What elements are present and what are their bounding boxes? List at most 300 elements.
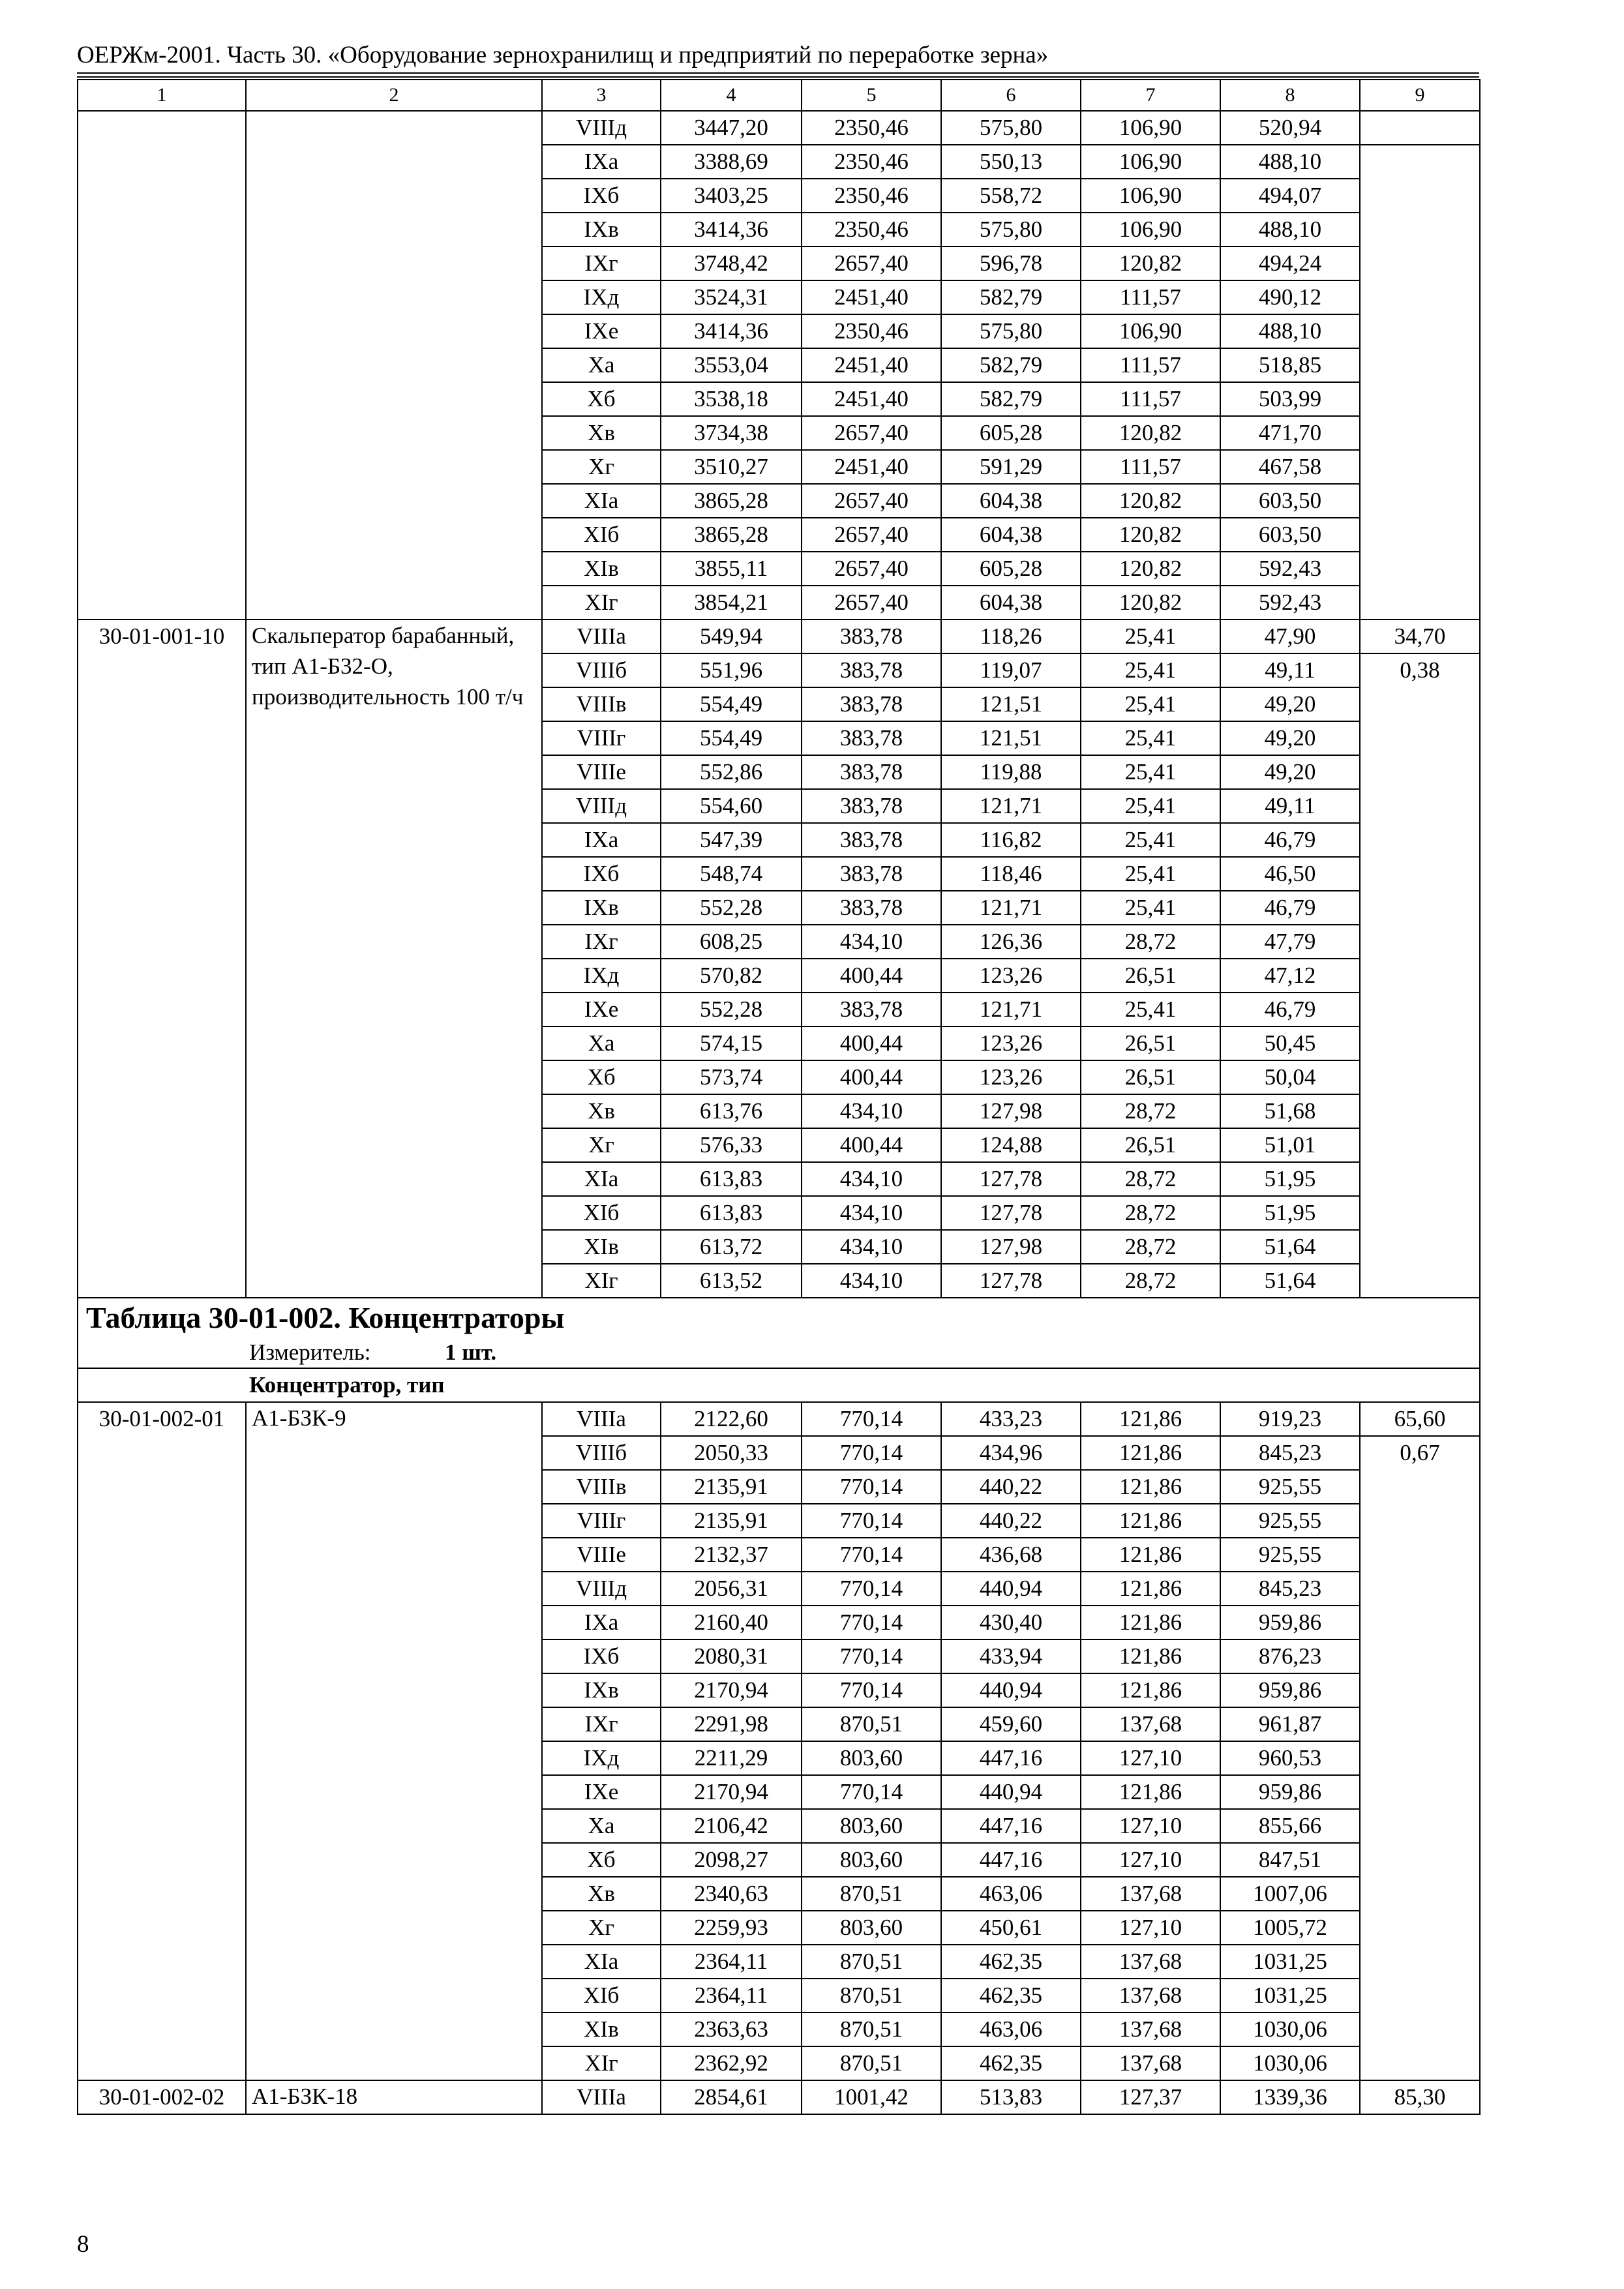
cost-cell: 603,50: [1220, 518, 1360, 552]
cost-cell: 960,53: [1220, 1741, 1360, 1775]
cost-cell: 383,78: [802, 755, 941, 789]
cost-cell: 49,11: [1220, 789, 1360, 823]
table-row: [78, 620, 1480, 653]
cost-cell: 576,33: [661, 1128, 802, 1162]
cost-cell: 2451,40: [802, 280, 941, 314]
cost-cell: 137,68: [1081, 2012, 1220, 2046]
cost-cell: 3403,25: [661, 179, 802, 213]
cost-cell: 2451,40: [802, 450, 941, 484]
zone-cell: IXе: [542, 1775, 661, 1809]
cost-cell: 870,51: [802, 1979, 941, 2012]
zone-cell: VIIIв: [542, 687, 661, 721]
cost-cell: 119,07: [941, 653, 1081, 687]
cost-cell: 106,90: [1081, 111, 1220, 145]
cost-cell: 605,28: [941, 552, 1081, 586]
cost-cell: 127,10: [1081, 1911, 1220, 1945]
zone-cell: IXг: [542, 1707, 661, 1741]
cost-cell: 494,07: [1220, 179, 1360, 213]
cost-cell: 554,49: [661, 687, 802, 721]
cost-cell: 2050,33: [661, 1436, 802, 1470]
cost-cell: 383,78: [802, 789, 941, 823]
cost-cell: 845,23: [1220, 1436, 1360, 1470]
cost-cell: 3388,69: [661, 145, 802, 179]
cost-cell: 25,41: [1081, 993, 1220, 1026]
page-number: 8: [77, 2231, 89, 2258]
zone-cell: VIIIг: [542, 721, 661, 755]
cost-cell: 591,29: [941, 450, 1081, 484]
cost-cell: 120,82: [1081, 586, 1220, 620]
cost-cell: 518,85: [1220, 348, 1360, 382]
cost-cell: 137,68: [1081, 1877, 1220, 1911]
cost-cell: 604,38: [941, 518, 1081, 552]
cost-cell: 46,79: [1220, 891, 1360, 925]
cost-cell: 847,51: [1220, 1843, 1360, 1877]
column-number: 8: [1220, 80, 1360, 111]
type-cell: [78, 1368, 1480, 1402]
cost-cell: 121,71: [941, 993, 1081, 1026]
zone-cell: IXа: [542, 1606, 661, 1639]
cost-cell: 120,82: [1081, 484, 1220, 518]
cost-cell: 592,43: [1220, 586, 1360, 620]
zone-cell: IXб: [542, 857, 661, 891]
cost-cell: 573,74: [661, 1060, 802, 1094]
cost-cell: 605,28: [941, 416, 1081, 450]
cost-cell: 121,86: [1081, 1673, 1220, 1707]
cost-cell: 383,78: [802, 620, 941, 653]
cost-cell: 2657,40: [802, 416, 941, 450]
cost-cell: 2350,46: [802, 314, 941, 348]
cost-cell: 118,26: [941, 620, 1081, 653]
zone-cell: Xб: [542, 382, 661, 416]
cost-cell: 121,86: [1081, 1504, 1220, 1538]
cost-cell: 51,95: [1220, 1196, 1360, 1230]
cost-cell: 1339,36: [1220, 2080, 1360, 2114]
table-row: [78, 1402, 1480, 1436]
labor-cell: [1360, 145, 1480, 620]
cost-cell: 770,14: [802, 1538, 941, 1572]
zone-cell: Xб: [542, 1843, 661, 1877]
cost-cell: 513,83: [941, 2080, 1081, 2114]
cost-cell: 471,70: [1220, 416, 1360, 450]
measure-row: [78, 1338, 1480, 1368]
cost-cell: 47,12: [1220, 959, 1360, 993]
column-number-row: [78, 80, 1480, 111]
cost-cell: 121,71: [941, 891, 1081, 925]
labor-cell: 0,38: [1360, 653, 1480, 1298]
cost-cell: 2350,46: [802, 213, 941, 247]
cost-cell: 121,71: [941, 789, 1081, 823]
equipment-description: [246, 111, 542, 620]
cost-cell: 434,10: [802, 1230, 941, 1264]
cost-cell: 575,80: [941, 111, 1081, 145]
cost-cell: 803,60: [802, 1843, 941, 1877]
cost-cell: 3538,18: [661, 382, 802, 416]
cost-cell: 127,98: [941, 1230, 1081, 1264]
cost-cell: 2135,91: [661, 1470, 802, 1504]
cost-cell: 2854,61: [661, 2080, 802, 2114]
zone-cell: XIв: [542, 552, 661, 586]
zone-cell: Xв: [542, 1877, 661, 1911]
cost-cell: 106,90: [1081, 314, 1220, 348]
rate-code: [78, 111, 246, 620]
cost-cell: 434,10: [802, 1196, 941, 1230]
zone-cell: Xг: [542, 1911, 661, 1945]
cost-cell: 855,66: [1220, 1809, 1360, 1843]
cost-cell: 613,83: [661, 1196, 802, 1230]
cost-cell: 383,78: [802, 721, 941, 755]
cost-cell: 28,72: [1081, 1264, 1220, 1298]
cost-cell: 2160,40: [661, 1606, 802, 1639]
zone-cell: IXб: [542, 1639, 661, 1673]
cost-cell: 123,26: [941, 959, 1081, 993]
cost-cell: 558,72: [941, 179, 1081, 213]
cost-cell: 1030,06: [1220, 2046, 1360, 2080]
zone-cell: IXг: [542, 247, 661, 280]
cost-cell: 959,86: [1220, 1673, 1360, 1707]
zone-cell: XIв: [542, 2012, 661, 2046]
labor-cell: 0,67: [1360, 1436, 1480, 2080]
zone-cell: VIIIв: [542, 1470, 661, 1504]
cost-cell: 121,51: [941, 687, 1081, 721]
zone-cell: VIIIа: [542, 620, 661, 653]
cost-cell: 25,41: [1081, 789, 1220, 823]
cost-cell: 3748,42: [661, 247, 802, 280]
cost-cell: 3865,28: [661, 484, 802, 518]
cost-cell: 433,94: [941, 1639, 1081, 1673]
cost-cell: 582,79: [941, 348, 1081, 382]
cost-cell: 770,14: [802, 1673, 941, 1707]
cost-cell: 549,94: [661, 620, 802, 653]
equipment-description: Скальператор барабанный, тип А1-Б32-О, производительность 100 т/ч: [246, 620, 542, 1298]
cost-cell: 51,01: [1220, 1128, 1360, 1162]
cost-cell: 51,64: [1220, 1230, 1360, 1264]
cost-cell: 3414,36: [661, 213, 802, 247]
cost-cell: 575,80: [941, 314, 1081, 348]
cost-cell: 467,58: [1220, 450, 1360, 484]
cost-cell: 2259,93: [661, 1911, 802, 1945]
cost-cell: 770,14: [802, 1572, 941, 1606]
zone-cell: XIг: [542, 2046, 661, 2080]
page-header: ОЕРЖм-2001. Часть 30. «Оборудование зернохранилищ и предприятий по переработке зерна»: [77, 42, 1049, 68]
cost-cell: 463,06: [941, 2012, 1081, 2046]
zone-cell: IXа: [542, 145, 661, 179]
zone-cell: XIв: [542, 1230, 661, 1264]
cost-cell: 25,41: [1081, 857, 1220, 891]
rate-code: 30-01-002-02: [78, 2080, 246, 2114]
cost-cell: 28,72: [1081, 1162, 1220, 1196]
table-row: [78, 111, 1480, 145]
cost-cell: 436,68: [941, 1538, 1081, 1572]
cost-cell: 383,78: [802, 687, 941, 721]
cost-cell: 26,51: [1081, 1026, 1220, 1060]
table-row: [78, 2080, 1480, 2114]
cost-cell: 400,44: [802, 1026, 941, 1060]
cost-cell: 870,51: [802, 2046, 941, 2080]
cost-cell: 106,90: [1081, 213, 1220, 247]
cost-cell: 28,72: [1081, 1230, 1220, 1264]
cost-cell: 440,22: [941, 1504, 1081, 1538]
cost-cell: 554,49: [661, 721, 802, 755]
cost-cell: 604,38: [941, 586, 1081, 620]
cost-cell: 137,68: [1081, 1707, 1220, 1741]
cost-cell: 121,86: [1081, 1639, 1220, 1673]
zone-cell: IXв: [542, 213, 661, 247]
cost-cell: 2122,60: [661, 1402, 802, 1436]
cost-cell: 613,52: [661, 1264, 802, 1298]
cost-cell: 400,44: [802, 1060, 941, 1094]
cost-cell: 2056,31: [661, 1572, 802, 1606]
cost-cell: 3734,38: [661, 416, 802, 450]
cost-cell: 803,60: [802, 1809, 941, 1843]
cost-cell: 121,86: [1081, 1606, 1220, 1639]
cost-cell: 870,51: [802, 2012, 941, 2046]
column-number: 2: [246, 80, 542, 111]
labor-cell: 65,60: [1360, 1402, 1480, 1436]
zone-cell: VIIIд: [542, 111, 661, 145]
cost-cell: 770,14: [802, 1402, 941, 1436]
cost-cell: 49,20: [1220, 687, 1360, 721]
cost-cell: 127,10: [1081, 1809, 1220, 1843]
cost-cell: 582,79: [941, 280, 1081, 314]
cost-cell: 26,51: [1081, 959, 1220, 993]
cost-cell: 447,16: [941, 1741, 1081, 1775]
cost-cell: 121,86: [1081, 1470, 1220, 1504]
cost-cell: 450,61: [941, 1911, 1081, 1945]
zone-cell: VIIIб: [542, 653, 661, 687]
column-number: 1: [78, 80, 246, 111]
cost-cell: 121,86: [1081, 1572, 1220, 1606]
cost-cell: 440,94: [941, 1775, 1081, 1809]
cost-cell: 462,35: [941, 2046, 1081, 2080]
cost-cell: 1001,42: [802, 2080, 941, 2114]
cost-cell: 120,82: [1081, 552, 1220, 586]
cost-cell: 25,41: [1081, 721, 1220, 755]
zone-cell: IXд: [542, 1741, 661, 1775]
cost-cell: 608,25: [661, 925, 802, 959]
zone-cell: VIIIе: [542, 755, 661, 789]
cost-cell: 2657,40: [802, 247, 941, 280]
equipment-description: А1-БЗК-9: [246, 1402, 542, 2080]
cost-cell: 2211,29: [661, 1741, 802, 1775]
cost-cell: 2350,46: [802, 111, 941, 145]
cost-cell: 574,15: [661, 1026, 802, 1060]
cost-cell: 106,90: [1081, 179, 1220, 213]
cost-cell: 462,35: [941, 1979, 1081, 2012]
table-title: Таблица 30-01-002. Концентраторы: [78, 1298, 1480, 1338]
cost-cell: 120,82: [1081, 518, 1220, 552]
cost-cell: 2080,31: [661, 1639, 802, 1673]
cost-cell: 127,10: [1081, 1843, 1220, 1877]
cost-cell: 434,10: [802, 1264, 941, 1298]
cost-cell: 127,78: [941, 1264, 1081, 1298]
cost-cell: 1030,06: [1220, 2012, 1360, 2046]
cost-cell: 127,10: [1081, 1741, 1220, 1775]
zone-cell: XIг: [542, 586, 661, 620]
cost-cell: 400,44: [802, 959, 941, 993]
cost-cell: 2106,42: [661, 1809, 802, 1843]
rate-code: 30-01-002-01: [78, 1402, 246, 2080]
cost-cell: 49,20: [1220, 755, 1360, 789]
cost-cell: 447,16: [941, 1809, 1081, 1843]
cost-cell: 2451,40: [802, 382, 941, 416]
cost-cell: 603,50: [1220, 484, 1360, 518]
zone-cell: Xв: [542, 416, 661, 450]
zone-cell: XIа: [542, 1162, 661, 1196]
cost-cell: 604,38: [941, 484, 1081, 518]
column-number: 6: [941, 80, 1081, 111]
header-rule: [77, 72, 1479, 74]
zone-cell: VIIIд: [542, 1572, 661, 1606]
cost-cell: 49,11: [1220, 653, 1360, 687]
cost-cell: 2451,40: [802, 348, 941, 382]
cost-cell: 870,51: [802, 1707, 941, 1741]
cost-cell: 25,41: [1081, 891, 1220, 925]
cost-cell: 925,55: [1220, 1470, 1360, 1504]
cost-cell: 2657,40: [802, 484, 941, 518]
zone-cell: VIIIа: [542, 2080, 661, 2114]
cost-cell: 596,78: [941, 247, 1081, 280]
cost-cell: 520,94: [1220, 111, 1360, 145]
zone-cell: XIб: [542, 1196, 661, 1230]
cost-cell: 2350,46: [802, 145, 941, 179]
cost-cell: 434,10: [802, 925, 941, 959]
cost-cell: 127,78: [941, 1196, 1081, 1230]
cost-cell: 121,86: [1081, 1775, 1220, 1809]
cost-cell: 127,98: [941, 1094, 1081, 1128]
zone-cell: XIб: [542, 1979, 661, 2012]
cost-cell: 1031,25: [1220, 1979, 1360, 2012]
cost-cell: 554,60: [661, 789, 802, 823]
cost-cell: 870,51: [802, 1945, 941, 1979]
cost-cell: 1005,72: [1220, 1911, 1360, 1945]
zone-cell: IXд: [542, 959, 661, 993]
cost-cell: 47,79: [1220, 925, 1360, 959]
cost-cell: 106,90: [1081, 145, 1220, 179]
cost-cell: 121,86: [1081, 1538, 1220, 1572]
zone-cell: Xа: [542, 1809, 661, 1843]
cost-cell: 434,96: [941, 1436, 1081, 1470]
cost-cell: 770,14: [802, 1606, 941, 1639]
cost-cell: 46,79: [1220, 823, 1360, 857]
table-title-row: [78, 1298, 1480, 1338]
cost-cell: 28,72: [1081, 1094, 1220, 1128]
cost-cell: 25,41: [1081, 687, 1220, 721]
cost-cell: 2350,46: [802, 179, 941, 213]
cost-cell: 51,95: [1220, 1162, 1360, 1196]
cost-cell: 447,16: [941, 1843, 1081, 1877]
cost-cell: 490,12: [1220, 280, 1360, 314]
cost-cell: 552,28: [661, 891, 802, 925]
zone-cell: XIа: [542, 1945, 661, 1979]
zone-cell: Xг: [542, 1128, 661, 1162]
equipment-description: А1-БЗК-18: [246, 2080, 542, 2114]
measure-cell: [78, 1338, 1480, 1368]
cost-cell: 462,35: [941, 1945, 1081, 1979]
cost-cell: 2364,11: [661, 1979, 802, 2012]
type-row: [78, 1368, 1480, 1402]
cost-cell: 770,14: [802, 1436, 941, 1470]
cost-cell: 2132,37: [661, 1538, 802, 1572]
cost-cell: 959,86: [1220, 1775, 1360, 1809]
labor-cell: 34,70: [1360, 620, 1480, 653]
cost-cell: 2340,63: [661, 1877, 802, 1911]
cost-cell: 770,14: [802, 1504, 941, 1538]
cost-cell: 28,72: [1081, 925, 1220, 959]
cost-cell: 959,86: [1220, 1606, 1360, 1639]
cost-cell: 2170,94: [661, 1673, 802, 1707]
measure-label: Измеритель:: [249, 1339, 371, 1365]
cost-cell: 121,51: [941, 721, 1081, 755]
header-rule-second: [77, 76, 1479, 78]
cost-cell: 2135,91: [661, 1504, 802, 1538]
cost-cell: 550,13: [941, 145, 1081, 179]
cost-cell: 440,94: [941, 1673, 1081, 1707]
cost-cell: 845,23: [1220, 1572, 1360, 1606]
cost-cell: 613,83: [661, 1162, 802, 1196]
cost-cell: 434,10: [802, 1162, 941, 1196]
cost-cell: 25,41: [1081, 823, 1220, 857]
labor-cell: [1360, 111, 1480, 145]
cost-cell: 551,96: [661, 653, 802, 687]
cost-cell: 803,60: [802, 1741, 941, 1775]
zone-cell: Xб: [542, 1060, 661, 1094]
cost-cell: 613,76: [661, 1094, 802, 1128]
cost-cell: 111,57: [1081, 348, 1220, 382]
cost-cell: 26,51: [1081, 1128, 1220, 1162]
cost-cell: 2291,98: [661, 1707, 802, 1741]
cost-cell: 118,46: [941, 857, 1081, 891]
cost-cell: 440,22: [941, 1470, 1081, 1504]
cost-cell: 961,87: [1220, 1707, 1360, 1741]
cost-cell: 137,68: [1081, 1979, 1220, 2012]
cost-cell: 1007,06: [1220, 1877, 1360, 1911]
cost-cell: 434,10: [802, 1094, 941, 1128]
column-number: 3: [542, 80, 661, 111]
cost-cell: 127,37: [1081, 2080, 1220, 2114]
cost-cell: 459,60: [941, 1707, 1081, 1741]
cost-cell: 547,39: [661, 823, 802, 857]
zone-cell: Xв: [542, 1094, 661, 1128]
cost-cell: 124,88: [941, 1128, 1081, 1162]
cost-cell: 2362,92: [661, 2046, 802, 2080]
cost-cell: 2364,11: [661, 1945, 802, 1979]
cost-cell: 770,14: [802, 1775, 941, 1809]
cost-cell: 50,04: [1220, 1060, 1360, 1094]
cost-cell: 770,14: [802, 1639, 941, 1673]
zone-cell: Xг: [542, 450, 661, 484]
zone-cell: VIIIг: [542, 1504, 661, 1538]
zone-cell: VIIIд: [542, 789, 661, 823]
cost-cell: 120,82: [1081, 247, 1220, 280]
cost-cell: 121,86: [1081, 1402, 1220, 1436]
cost-cell: 3553,04: [661, 348, 802, 382]
zone-cell: IXв: [542, 891, 661, 925]
cost-cell: 925,55: [1220, 1538, 1360, 1572]
cost-cell: 3414,36: [661, 314, 802, 348]
cost-cell: 46,50: [1220, 857, 1360, 891]
zone-cell: IXе: [542, 314, 661, 348]
cost-cell: 430,40: [941, 1606, 1081, 1639]
cost-cell: 3510,27: [661, 450, 802, 484]
cost-cell: 1031,25: [1220, 1945, 1360, 1979]
cost-cell: 116,82: [941, 823, 1081, 857]
column-number: 5: [802, 80, 941, 111]
cost-cell: 3865,28: [661, 518, 802, 552]
cost-cell: 127,78: [941, 1162, 1081, 1196]
cost-cell: 3447,20: [661, 111, 802, 145]
zone-cell: XIг: [542, 1264, 661, 1298]
cost-cell: 2170,94: [661, 1775, 802, 1809]
